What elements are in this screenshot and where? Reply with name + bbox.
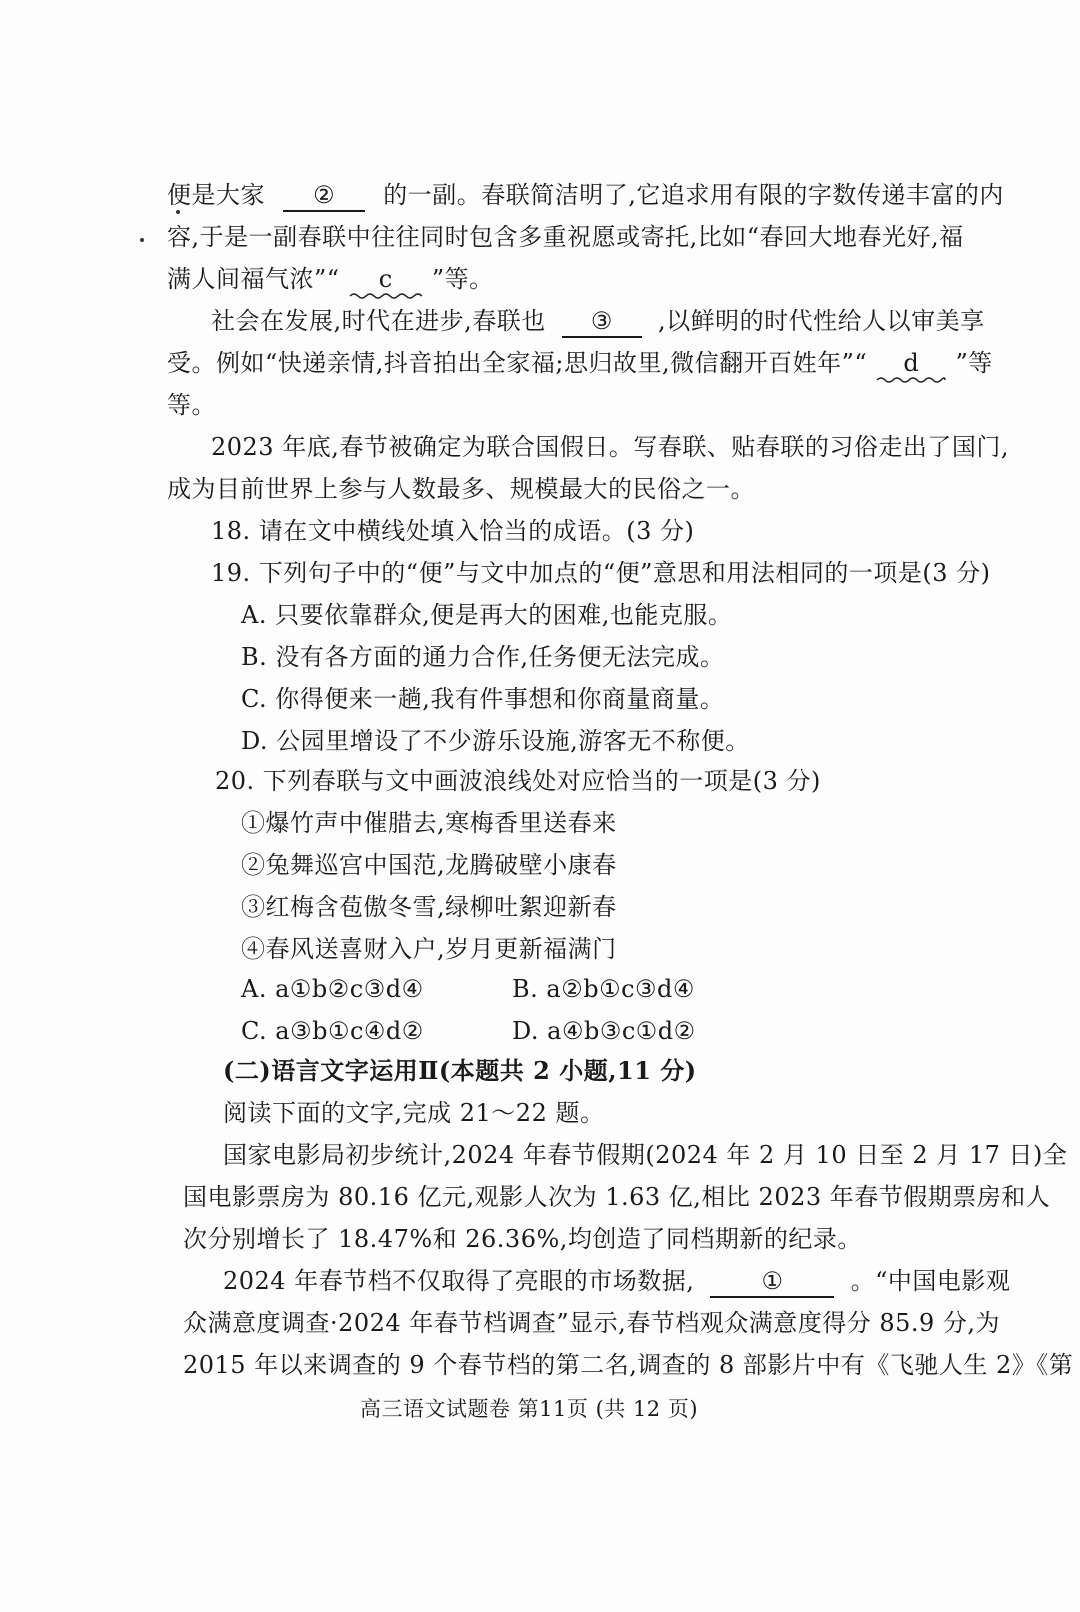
wavy-blank-d <box>875 346 947 380</box>
q20-option-a: A. a①b②c③d④ <box>241 975 424 1003</box>
blank-1: ① <box>710 1266 834 1298</box>
q19-option-b: B. 没有各方面的通力合作,任务便无法完成。 <box>241 643 725 671</box>
para5-line3: 2015 年以来调查的 9 个春节档的第二名,调查的 8 部影片中有《飞驰人生 2》《第 <box>183 1351 1074 1379</box>
text: 的一副。春联简洁明了,它追求用有限的字数传递丰富的内 <box>383 181 1004 209</box>
para2-line3: 等。 <box>167 391 216 419</box>
para1-line1 <box>167 178 1004 212</box>
q20-couplet-3: ③红梅含苞傲冬雪,绿柳吐絮迎新春 <box>241 893 617 921</box>
para4-line1: 国家电影局初步统计,2024 年春节假期(2024 年 2 月 10 日至 2 月 17 日)全 <box>223 1141 1068 1169</box>
para3-line1: 2023 年底,春节被确定为联合国假日。写春联、贴春联的习俗走出了国门, <box>211 433 1009 461</box>
q19-option-c: C. 你得便来一趟,我有件事想和你商量商量。 <box>241 685 725 713</box>
text: ”等 <box>955 349 993 377</box>
blank-3: ③ <box>562 306 642 338</box>
q19-option-a: A. 只要依靠群众,便是再大的困难,也能克服。 <box>241 601 733 629</box>
text: 受。例如“快递亲情,抖音拍出全家福;思归故里,微信翻开百姓年”“ <box>167 349 868 377</box>
para1-line2: 容,于是一副春联中往往同时包含多重祝愿或寄托,比如“春回大地春光好,福 <box>167 223 964 251</box>
text: 社会在发展,时代在进步,春联也 <box>211 307 546 335</box>
wavy-label-c: c <box>378 265 393 293</box>
q20-option-d: D. a④b③c①d② <box>512 1017 696 1045</box>
question-20-stem: 20. 下列春联与文中画波浪线处对应恰当的一项是(3 分) <box>215 767 821 795</box>
para2-line2 <box>167 346 993 380</box>
question-18: 18. 请在文中横线处填入恰当的成语。(3 分) <box>211 517 695 545</box>
q20-couplet-1: ①爆竹声中催腊去,寒梅香里送春来 <box>241 809 617 837</box>
para4-line3: 次分别增长了 18.47%和 26.36%,均创造了同档期新的纪录。 <box>183 1225 862 1253</box>
para5-line1 <box>223 1264 1010 1298</box>
text: 2024 年春节档不仅取得了亮眼的市场数据, <box>223 1267 695 1295</box>
blank-2: ② <box>283 180 365 212</box>
wavy-blank-c <box>348 262 424 296</box>
para3-line2: 成为目前世界上参与人数最多、规模最大的民俗之一。 <box>167 475 755 503</box>
para1-line3 <box>167 262 494 296</box>
scan-speck <box>140 238 144 242</box>
q20-couplet-4: ④春风送喜财入户,岁月更新福满门 <box>241 935 617 963</box>
q20-option-b: B. a②b①c③d④ <box>512 975 695 1003</box>
para2-line1 <box>211 304 985 338</box>
text: ,以鲜明的时代性给人以审美享 <box>658 307 985 335</box>
wavy-label-d: d <box>903 349 920 377</box>
text: 。“中国电影观 <box>850 1267 1011 1295</box>
q20-option-c: C. a③b①c④d② <box>241 1017 424 1045</box>
para4-line2: 国电影票房为 80.16 亿元,观影人次为 1.63 亿,相比 2023 年春节假期票房和人 <box>183 1183 1051 1211</box>
page-footer: 高三语文试题卷 第11页 (共 12 页) <box>360 1397 699 1421</box>
section-2-title: (二)语言文字运用Ⅱ(本题共 2 小题,11 分) <box>223 1056 697 1085</box>
q20-couplet-2: ②兔舞巡宫中国范,龙腾破壁小康春 <box>241 851 617 879</box>
question-19-stem: 19. 下列句子中的“便”与文中加点的“便”意思和用法相同的一项是(3 分) <box>211 559 991 587</box>
para5-line2: 众满意度调查·2024 年春节档调查”显示,春节档观众满意度得分 85.9 分,为 <box>183 1309 1001 1337</box>
section-2-instruction: 阅读下面的文字,完成 21～22 题。 <box>223 1099 605 1127</box>
q19-option-d: D. 公园里增设了不少游乐设施,游客无不称便。 <box>241 727 750 755</box>
text: 便是大家 <box>167 181 265 209</box>
text: 满人间福气浓”“ <box>167 265 340 293</box>
text: ”等。 <box>431 265 494 293</box>
